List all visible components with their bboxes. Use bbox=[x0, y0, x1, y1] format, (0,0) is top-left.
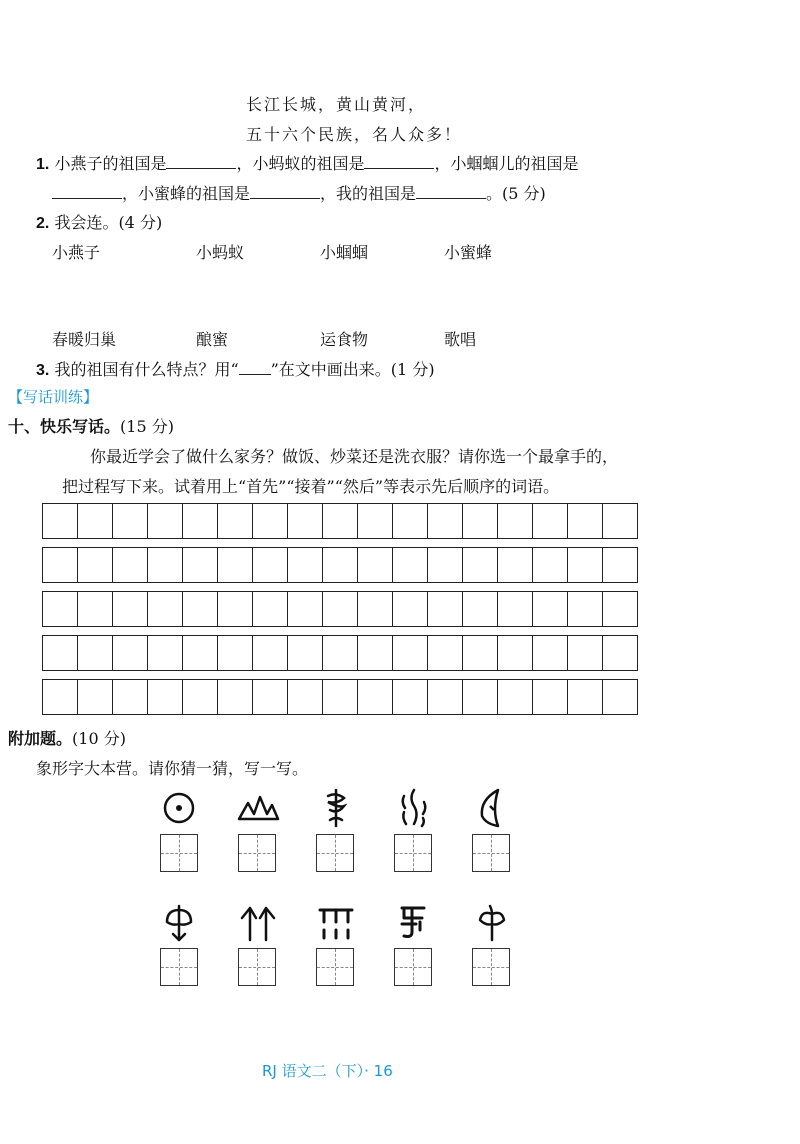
writing-grid-cell[interactable] bbox=[113, 548, 148, 582]
writing-grid-cell[interactable] bbox=[428, 504, 463, 538]
writing-grid-cell[interactable] bbox=[113, 636, 148, 670]
writing-grid-cell[interactable] bbox=[253, 680, 288, 714]
question-1-line-1 bbox=[36, 151, 578, 174]
bonus-title: 附加题。 bbox=[8, 729, 73, 748]
writing-grid-cell[interactable] bbox=[323, 680, 358, 714]
answer-box-5[interactable] bbox=[472, 834, 510, 872]
writing-grid-cell[interactable] bbox=[568, 504, 603, 538]
writing-grid-cell[interactable] bbox=[498, 680, 533, 714]
writing-grid-cell[interactable] bbox=[183, 592, 218, 626]
writing-grid-row[interactable] bbox=[42, 679, 638, 715]
match-top-2[interactable]: 小蚂蚁 bbox=[196, 243, 245, 262]
writing-grid-cell[interactable] bbox=[393, 504, 428, 538]
writing-grid-cell[interactable] bbox=[253, 504, 288, 538]
writing-prompt-line-1: 你最近学会了做什么家务？做饭、炒菜还是洗衣服？请你选一个最拿手的， bbox=[90, 447, 619, 466]
match-bottom-4[interactable]: 歌唱 bbox=[444, 330, 477, 349]
match-top-1[interactable]: 小燕子 bbox=[52, 243, 101, 262]
writing-grid-cell[interactable] bbox=[323, 504, 358, 538]
writing-grid-cell[interactable] bbox=[323, 636, 358, 670]
writing-grid-cell[interactable] bbox=[358, 504, 393, 538]
q1-text-4: ，小蜜蜂的祖国是 bbox=[122, 184, 251, 203]
writing-grid-cell[interactable] bbox=[183, 680, 218, 714]
bamboo-pictograph-icon bbox=[157, 900, 201, 944]
writing-grid-cell[interactable] bbox=[78, 636, 113, 670]
writing-grid-cell[interactable] bbox=[428, 680, 463, 714]
writing-grid-cell[interactable] bbox=[148, 592, 183, 626]
writing-grid-cell[interactable] bbox=[463, 504, 498, 538]
answer-box-7[interactable] bbox=[238, 948, 276, 986]
writing-grid-cell[interactable] bbox=[603, 636, 638, 670]
answer-box-4[interactable] bbox=[394, 834, 432, 872]
writing-grid-cell[interactable] bbox=[603, 680, 638, 714]
writing-grid-cell[interactable] bbox=[78, 680, 113, 714]
section-label: 【写话训练】 bbox=[8, 388, 99, 406]
q1-text-2: ，小蚂蚁的祖国是 bbox=[236, 154, 365, 173]
answer-box-3[interactable] bbox=[316, 834, 354, 872]
bonus-points: (10 分) bbox=[72, 729, 126, 748]
writing-grid-cell[interactable] bbox=[498, 548, 533, 582]
answer-box-8[interactable] bbox=[316, 948, 354, 986]
match-top-3[interactable]: 小蝈蝈 bbox=[320, 243, 369, 262]
answer-blank-5[interactable] bbox=[416, 184, 486, 199]
mountain-pictograph-icon bbox=[236, 786, 280, 830]
writing-grid-cell[interactable] bbox=[113, 592, 148, 626]
insect-pictograph-icon bbox=[314, 786, 358, 830]
writing-grid-cell[interactable] bbox=[533, 504, 568, 538]
q3-text-1: 我的祖国有什么特点？用“ bbox=[54, 360, 239, 379]
q1-text-6: 。(5 分) bbox=[486, 184, 546, 203]
page-footer: RJ 语文二（下）· 16 bbox=[262, 1062, 393, 1080]
writing-grid-cell[interactable] bbox=[393, 680, 428, 714]
writing-grid-cell[interactable] bbox=[463, 592, 498, 626]
q1-text-5: ，我的祖国是 bbox=[320, 184, 417, 203]
writing-grid-cell[interactable] bbox=[183, 548, 218, 582]
writing-grid-cell[interactable] bbox=[568, 636, 603, 670]
moon-pictograph-icon bbox=[470, 786, 514, 830]
writing-grid-cell[interactable] bbox=[323, 592, 358, 626]
writing-grid-cell[interactable] bbox=[253, 592, 288, 626]
writing-grid-cell[interactable] bbox=[463, 636, 498, 670]
writing-grid-cell[interactable] bbox=[42, 680, 78, 714]
writing-grid-cell[interactable] bbox=[428, 592, 463, 626]
writing-grid-cell[interactable] bbox=[218, 680, 253, 714]
writing-grid-cell[interactable] bbox=[113, 680, 148, 714]
answer-blank-3[interactable] bbox=[52, 184, 122, 199]
water-pictograph-icon bbox=[392, 786, 436, 830]
writing-grid-cell[interactable] bbox=[533, 548, 568, 582]
writing-title: 十、快乐写话。 bbox=[8, 417, 121, 436]
writing-grid-cell[interactable] bbox=[42, 504, 78, 538]
question-1-line-2 bbox=[52, 181, 546, 204]
answer-blank-2[interactable] bbox=[364, 154, 434, 169]
writing-prompt-line-2: 把过程写下来。试着用上“首先”“接着”“然后”等表示先后顺序的词语。 bbox=[62, 477, 560, 496]
writing-grid-cell[interactable] bbox=[358, 592, 393, 626]
poem-line-2: 五十六个民族，名人众多！ bbox=[246, 125, 463, 144]
answer-box-9[interactable] bbox=[394, 948, 432, 986]
writing-grid-cell[interactable] bbox=[42, 592, 78, 626]
writing-grid-cell[interactable] bbox=[78, 504, 113, 538]
writing-grid-cell[interactable] bbox=[358, 636, 393, 670]
writing-grid-cell[interactable] bbox=[218, 592, 253, 626]
field-pictograph-icon bbox=[314, 900, 358, 944]
writing-grid-cell[interactable] bbox=[533, 636, 568, 670]
answer-box-10[interactable] bbox=[472, 948, 510, 986]
question-number: 2. bbox=[36, 215, 50, 232]
writing-grid-cell[interactable] bbox=[393, 592, 428, 626]
horse-pictograph-icon bbox=[392, 900, 436, 944]
writing-grid-cell[interactable] bbox=[463, 680, 498, 714]
plant-pictograph-icon bbox=[470, 900, 514, 944]
question-number: 1. bbox=[36, 156, 50, 173]
question-3 bbox=[36, 357, 435, 380]
writing-grid-row[interactable] bbox=[42, 591, 638, 627]
answer-box-1[interactable] bbox=[160, 834, 198, 872]
writing-grid-cell[interactable] bbox=[148, 636, 183, 670]
underline-sample bbox=[239, 360, 271, 375]
writing-grid-cell[interactable] bbox=[148, 680, 183, 714]
writing-grid-cell[interactable] bbox=[288, 636, 323, 670]
writing-grid-cell[interactable] bbox=[463, 548, 498, 582]
writing-grid-cell[interactable] bbox=[218, 548, 253, 582]
writing-grid-cell[interactable] bbox=[253, 548, 288, 582]
writing-grid-cell[interactable] bbox=[323, 548, 358, 582]
match-bottom-1[interactable]: 春暖归巢 bbox=[52, 330, 117, 349]
writing-grid-cell[interactable] bbox=[218, 636, 253, 670]
writing-grid-cell[interactable] bbox=[603, 504, 638, 538]
q1-text-3: ，小蝈蝈儿的祖国是 bbox=[434, 154, 579, 173]
writing-grid-cell[interactable] bbox=[568, 680, 603, 714]
writing-grid-cell[interactable] bbox=[113, 504, 148, 538]
q2-text: 我会连。(4 分) bbox=[54, 213, 163, 232]
writing-grid-cell[interactable] bbox=[288, 504, 323, 538]
writing-grid-cell[interactable] bbox=[148, 548, 183, 582]
writing-heading bbox=[8, 414, 174, 437]
writing-grid-cell[interactable] bbox=[288, 548, 323, 582]
writing-grid-cell[interactable] bbox=[218, 504, 253, 538]
writing-grid-cell[interactable] bbox=[148, 504, 183, 538]
writing-grid-cell[interactable] bbox=[183, 504, 218, 538]
writing-grid-cell[interactable] bbox=[358, 548, 393, 582]
question-number: 3. bbox=[36, 362, 50, 379]
writing-grid-cell[interactable] bbox=[78, 592, 113, 626]
writing-grid-cell[interactable] bbox=[428, 636, 463, 670]
writing-grid-cell[interactable] bbox=[253, 636, 288, 670]
answer-box-6[interactable] bbox=[160, 948, 198, 986]
writing-grid-cell[interactable] bbox=[568, 592, 603, 626]
writing-grid-row[interactable] bbox=[42, 503, 638, 539]
writing-grid-cell[interactable] bbox=[533, 592, 568, 626]
writing-grid-cell[interactable] bbox=[428, 548, 463, 582]
writing-grid-cell[interactable] bbox=[498, 504, 533, 538]
writing-grid-cell[interactable] bbox=[42, 548, 78, 582]
answer-blank-4[interactable] bbox=[250, 184, 320, 199]
answer-box-2[interactable] bbox=[238, 834, 276, 872]
grass-pictograph-icon bbox=[236, 900, 280, 944]
answer-blank-1[interactable] bbox=[166, 154, 236, 169]
bonus-instruction: 象形字大本营。请你猜一猜，写一写。 bbox=[36, 759, 309, 778]
writing-grid-cell[interactable] bbox=[498, 636, 533, 670]
writing-grid-cell[interactable] bbox=[393, 636, 428, 670]
q1-text-1: 小燕子的祖国是 bbox=[54, 154, 167, 173]
writing-grid-row[interactable] bbox=[42, 635, 638, 671]
writing-grid-cell[interactable] bbox=[183, 636, 218, 670]
writing-points: (15 分) bbox=[120, 417, 174, 436]
question-2 bbox=[36, 210, 162, 233]
q3-text-2: ”在文中画出来。(1 分) bbox=[270, 360, 435, 379]
match-bottom-3[interactable]: 运食物 bbox=[320, 330, 369, 349]
match-top-4[interactable]: 小蜜蜂 bbox=[444, 243, 493, 262]
writing-grid-cell[interactable] bbox=[288, 680, 323, 714]
bonus-heading bbox=[8, 726, 126, 749]
writing-grid-cell[interactable] bbox=[42, 636, 78, 670]
writing-grid-cell[interactable] bbox=[288, 592, 323, 626]
sun-pictograph-icon bbox=[157, 786, 201, 830]
match-bottom-2[interactable]: 酿蜜 bbox=[196, 330, 229, 349]
writing-grid-cell[interactable] bbox=[498, 592, 533, 626]
writing-grid-cell[interactable] bbox=[78, 548, 113, 582]
writing-grid-cell[interactable] bbox=[568, 548, 603, 582]
writing-grid-cell[interactable] bbox=[603, 592, 638, 626]
writing-grid-cell[interactable] bbox=[393, 548, 428, 582]
writing-grid-row[interactable] bbox=[42, 547, 638, 583]
writing-grid-cell[interactable] bbox=[603, 548, 638, 582]
writing-grid-cell[interactable] bbox=[533, 680, 568, 714]
poem-line-1: 长江长城，黄山黄河， bbox=[246, 95, 427, 114]
writing-grid-cell[interactable] bbox=[358, 680, 393, 714]
